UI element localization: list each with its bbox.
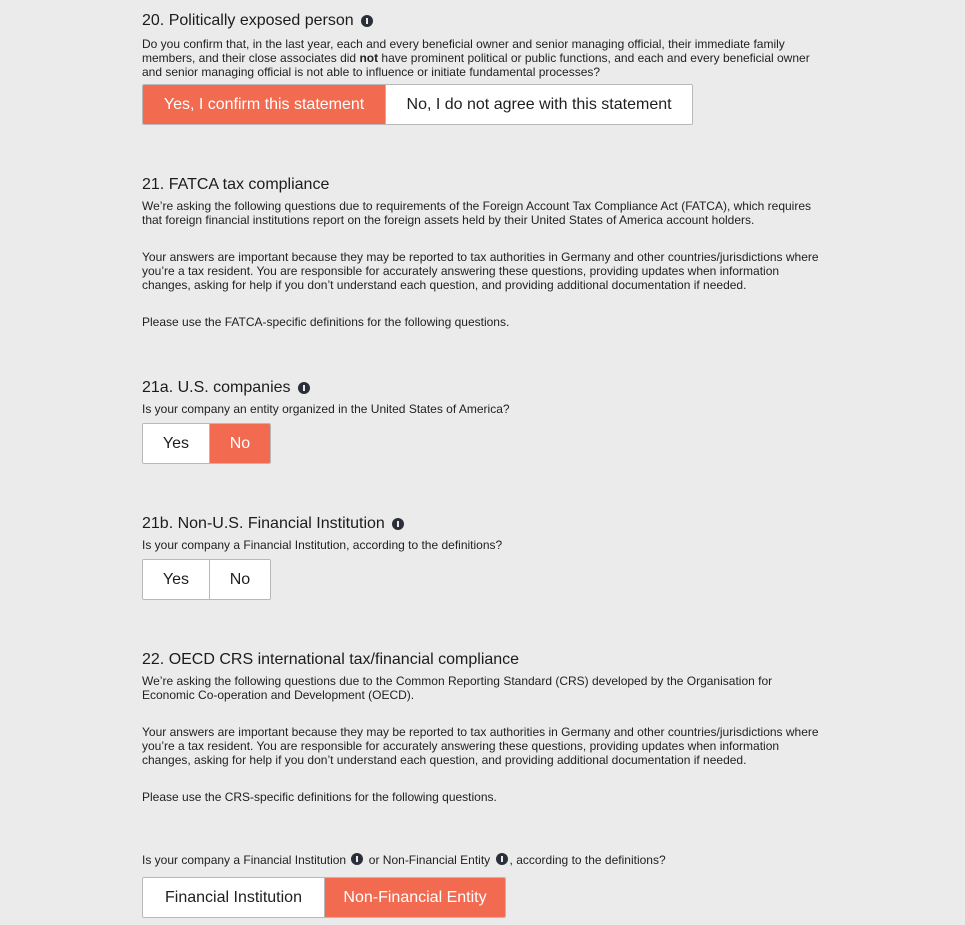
question-21-paragraph-1: We’re asking the following questions due to requirements of the Foreign Account Tax Compliance Act (FATCA), which requires that foreign financial institutions report on the foreign assets held by their United States of America account holders. [142, 199, 811, 227]
question-22-paragraph-1: We’re asking the following questions due to the Common Reporting Standard (CRS) developed by the Organisation for Economic Co-operation and Development (OECD). [142, 674, 773, 702]
question-22-text-part: , according to the definitions? [509, 853, 666, 867]
question-21-paragraph-2: Your answers are important because they may be reported to tax authorities in Germany and other countries/jurisdictions where you’re a tax resident. You are responsible for accurately answering these questions, providing updates when information changes, asking for help if you don’t understand each question, and providing additional documentation if needed. [142, 250, 819, 292]
question-21a-options [142, 423, 271, 464]
question-22-paragraph-3: Please use the CRS-specific definitions for the following questions. [142, 790, 497, 804]
no-button[interactable]: No [209, 424, 270, 463]
info-icon[interactable] [392, 518, 404, 530]
question-20-text-bold: not [359, 51, 379, 65]
info-icon[interactable] [496, 853, 508, 865]
info-icon[interactable] [351, 853, 363, 865]
question-22-text-part: or Non-Financial Entity [368, 853, 491, 867]
question-22-entity-question [142, 853, 832, 867]
question-21a-title-row [142, 378, 832, 398]
info-icon[interactable] [361, 15, 373, 27]
question-21b-section [142, 514, 832, 552]
info-icon[interactable] [298, 382, 310, 394]
question-21-paragraph-3: Please use the FATCA-specific definitions for the following questions. [142, 315, 510, 329]
question-21b-options [142, 559, 271, 600]
question-20-text-part: Do you confirm that, in the last year, each and every beneficial owner and senior managing official, their immediate family members, and their close associates did [142, 37, 785, 65]
question-21b-title: 21b. Non-U.S. Financial Institution [142, 515, 385, 532]
question-20-title-row [142, 11, 832, 31]
question-20-options [142, 84, 693, 125]
question-21b-title-row [142, 514, 832, 534]
question-20-text-part: have prominent political or public functions, and each and every beneficial owner and senior managing official is not able to influence or initiate fundamental processes? [142, 51, 810, 79]
question-22-options [142, 877, 506, 918]
question-21-title: 21. FATCA tax compliance [142, 176, 330, 193]
yes-confirm-button[interactable]: Yes, I confirm this statement [143, 85, 385, 124]
question-22-paragraph-2: Your answers are important because they may be reported to tax authorities in Germany and other countries/jurisdictions where you’re a tax resident. You are responsible for accurately answering these questions, providing updates when information changes, asking for help if you don’t understand each question, and providing additional documentation if needed. [142, 725, 819, 767]
question-22-section [142, 650, 832, 804]
question-22-text [142, 853, 832, 867]
question-20-text [142, 37, 817, 79]
question-21a-text: Is your company an entity organized in the United States of America? [142, 402, 510, 416]
question-21a-section [142, 378, 832, 416]
question-21b-text: Is your company a Financial Institution, according to the definitions? [142, 538, 503, 552]
question-20-title: 20. Politically exposed person [142, 12, 354, 29]
yes-button[interactable]: Yes [143, 560, 209, 599]
question-21-section [142, 175, 832, 329]
yes-button[interactable]: Yes [143, 424, 209, 463]
non-financial-entity-button[interactable]: Non-Financial Entity [324, 878, 505, 917]
question-22-title: 22. OECD CRS international tax/financial compliance [142, 651, 520, 668]
question-20-section [142, 11, 832, 79]
financial-institution-button[interactable]: Financial Institution [143, 878, 324, 917]
no-disagree-button[interactable]: No, I do not agree with this statement [385, 85, 692, 124]
question-21a-title: 21a. U.S. companies [142, 379, 291, 396]
no-button[interactable]: No [209, 560, 270, 599]
question-22-text-part: Is your company a Financial Institution [142, 853, 347, 867]
